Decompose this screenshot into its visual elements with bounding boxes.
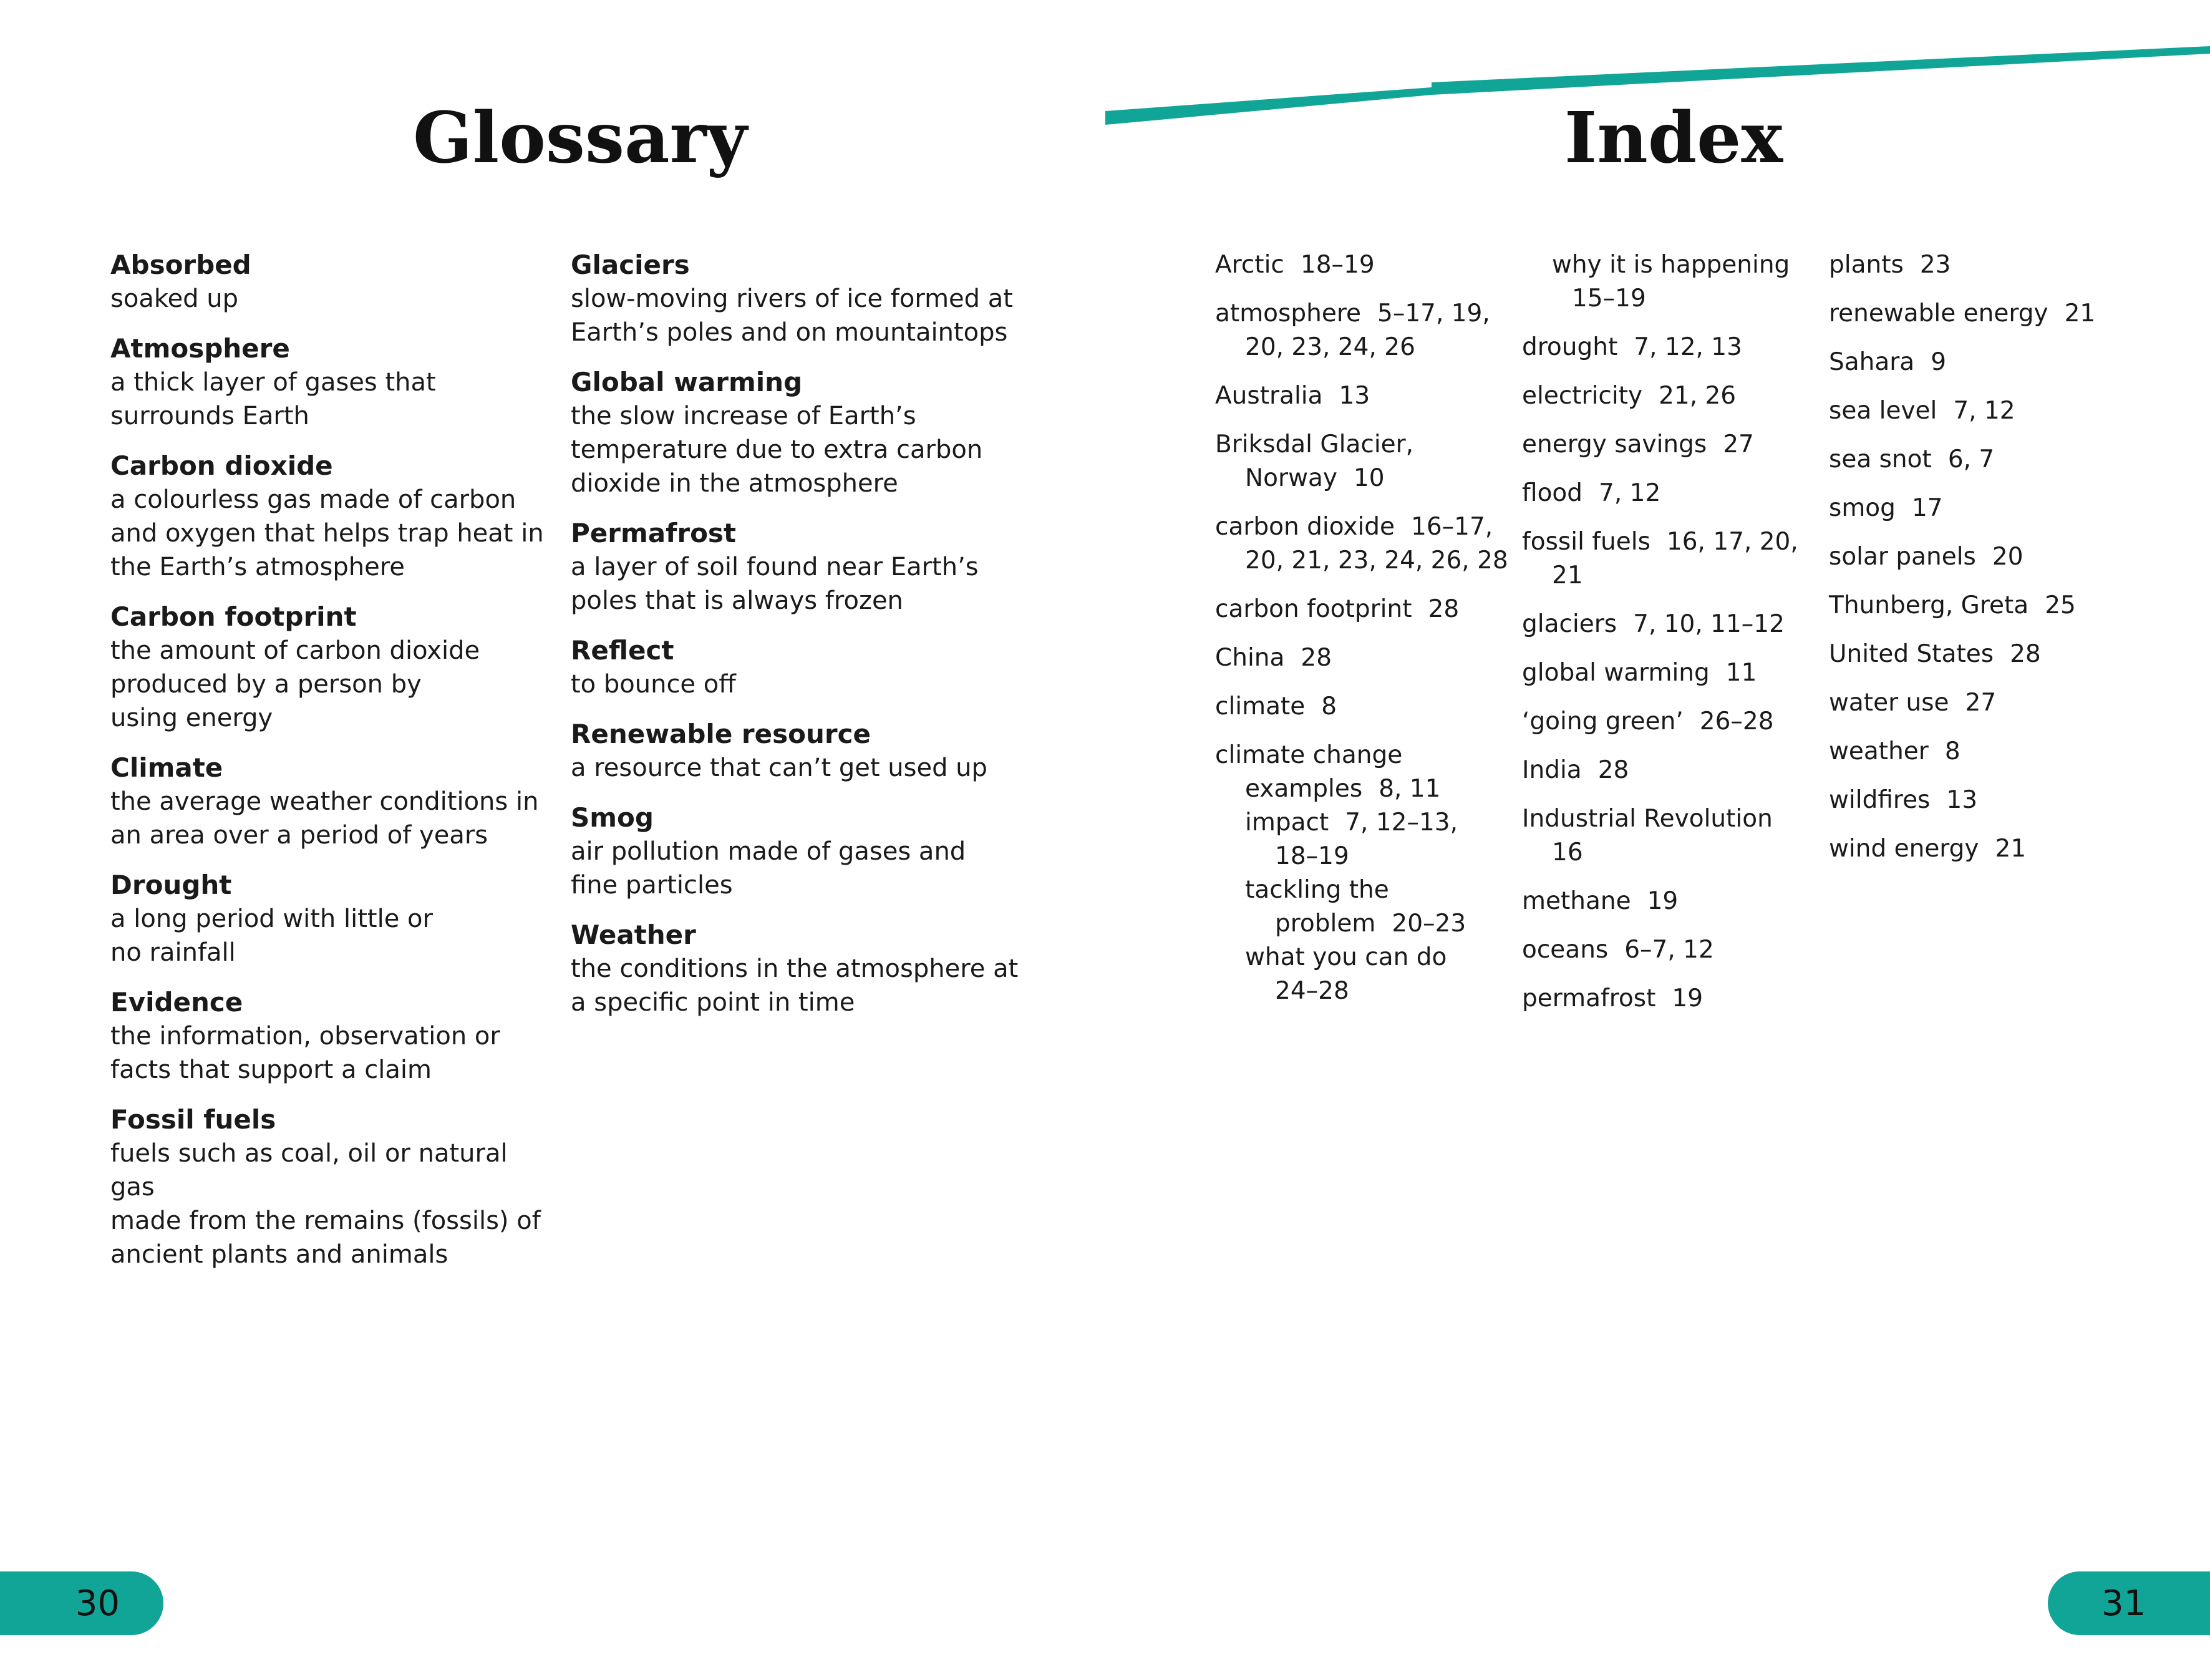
glossary-entry <box>110 1103 547 1271</box>
glossary-entry <box>571 366 1020 500</box>
glossary-column-1 <box>110 248 547 1288</box>
index-pages: 5–17, 19, 20, 23, 24, 26 <box>1245 299 1490 361</box>
glossary-term: Fossil fuels <box>110 1104 276 1135</box>
index-term: what you can do 24–28 <box>1245 943 1447 1005</box>
index-term: water use <box>1829 689 1949 717</box>
index-column-1 <box>1215 248 1508 1008</box>
glossary-definition: fuels such as coal, oil or natural gas made from the remains (fossils) of ancient plants and animals <box>110 1139 541 1269</box>
index-pages: 20 <box>1992 543 2023 571</box>
index-pages: 7, 12–13, 18–19 <box>1275 808 1458 870</box>
index-column-2 <box>1522 248 1815 1031</box>
index-entry <box>1215 593 1508 626</box>
index-term: climate change <box>1215 741 1403 769</box>
glossary-definition: the conditions in the atmosphere at a specific point in time <box>571 954 1019 1017</box>
index-pages: 20–23 <box>1392 910 1466 938</box>
index-entry <box>1829 784 2141 817</box>
header-stripe <box>0 0 2210 137</box>
index-entry <box>1829 346 2141 379</box>
index-pages: 8, 11 <box>1379 775 1441 803</box>
index-pages: 13 <box>1339 382 1370 410</box>
page-number-left <box>0 1571 163 1635</box>
index-term: climate <box>1215 692 1306 721</box>
index-pages: 7, 12 <box>1953 397 2015 425</box>
glossary-term: Permafrost <box>571 518 737 548</box>
glossary-entry <box>110 248 547 316</box>
index-entry <box>1215 248 1508 282</box>
index-entry <box>1829 686 2141 720</box>
index-entry <box>1829 589 2141 623</box>
index-entry <box>1522 428 1815 462</box>
glossary-definition: a long period with little or no rainfall <box>110 905 433 967</box>
index-term: Arctic <box>1215 251 1284 279</box>
index-subentry <box>1522 248 1815 316</box>
index-pages: 16–17, 20, 21, 23, 24, 26, 28 <box>1245 513 1508 575</box>
glossary-definition: a layer of soil found near Earth’s poles that is always frozen <box>571 553 979 615</box>
index-entry <box>1215 739 1508 772</box>
index-pages: 27 <box>1965 689 1997 717</box>
glossary-entry <box>571 801 1020 902</box>
page-number-text: 31 <box>2101 1583 2146 1624</box>
index-term: examples <box>1245 775 1363 803</box>
index-term: carbon dioxide <box>1215 513 1395 541</box>
index-term: drought <box>1522 333 1618 361</box>
index-pages: 7, 12, 13 <box>1634 333 1742 361</box>
index-pages: 18–19 <box>1300 251 1375 279</box>
index-term: Thunberg, Greta <box>1829 591 2029 619</box>
index-pages: 13 <box>1946 786 1978 814</box>
glossary-entry <box>110 986 547 1087</box>
glossary-column-2 <box>571 248 1020 1036</box>
index-entry <box>1829 832 2141 866</box>
index-term: United States <box>1829 640 1994 668</box>
glossary-entry <box>110 868 547 969</box>
index-term: solar panels <box>1829 543 1976 571</box>
glossary-definition: a thick layer of gases that surrounds Earth <box>110 368 436 430</box>
index-pages: 6, 7 <box>1947 445 1995 473</box>
index-entry <box>1522 477 1815 510</box>
index-pages: 26–28 <box>1699 707 1774 736</box>
index-entry <box>1522 754 1815 787</box>
index-term: plants <box>1829 251 1904 279</box>
index-term: Sahara <box>1829 348 1915 376</box>
index-entry <box>1215 428 1508 495</box>
index-entry <box>1829 492 2141 525</box>
index-term: impact <box>1245 808 1329 837</box>
glossary-term: Drought <box>110 870 232 900</box>
index-term: Industrial Revolution 16 <box>1522 805 1773 867</box>
index-term: smog <box>1829 494 1896 522</box>
index-pages: 21 <box>1995 835 2027 863</box>
glossary-term: Renewable resource <box>571 719 871 749</box>
glossary-definition: a colourless gas made of carbon and oxygen that helps trap heat in the Earth’s atmosphere <box>110 485 544 581</box>
index-entry <box>1522 705 1815 739</box>
index-entry <box>1522 802 1815 870</box>
index-term: oceans <box>1522 936 1609 964</box>
index-entry <box>1522 525 1815 593</box>
index-subentry <box>1215 941 1508 1008</box>
index-pages: 19 <box>1672 984 1704 1012</box>
glossary-term: Weather <box>571 920 696 950</box>
index-pages: 17 <box>1911 494 1943 522</box>
index-pages: 21, 26 <box>1659 382 1737 410</box>
glossary-entry <box>571 248 1020 349</box>
index-pages: 27 <box>1723 430 1754 459</box>
glossary-term: Climate <box>110 752 223 783</box>
index-entry <box>1829 638 2141 671</box>
index-entry <box>1522 885 1815 918</box>
index-entry <box>1829 735 2141 769</box>
glossary-entry <box>571 918 1020 1019</box>
index-subentry <box>1215 806 1508 873</box>
index-pages: 8 <box>1944 737 1960 765</box>
index-pages: 6–7, 12 <box>1624 936 1714 964</box>
glossary-entry <box>571 717 1020 785</box>
index-pages: 19 <box>1647 887 1679 915</box>
index-entry <box>1215 379 1508 413</box>
glossary-term: Glaciers <box>571 250 690 280</box>
index-term: why it is happening 15–19 <box>1552 251 1790 313</box>
index-column-3 <box>1829 248 2141 881</box>
index-entry <box>1215 510 1508 578</box>
glossary-term: Evidence <box>110 987 243 1017</box>
index-pages: 7, 10, 11–12 <box>1633 610 1785 638</box>
index-pages: 8 <box>1321 692 1337 721</box>
glossary-definition: to bounce off <box>571 670 736 699</box>
index-term: wildfires <box>1829 786 1931 814</box>
glossary-term: Carbon dioxide <box>110 450 333 481</box>
glossary-term: Carbon footprint <box>110 601 357 632</box>
index-term: electricity <box>1522 382 1643 410</box>
index-term: energy savings <box>1522 430 1707 459</box>
glossary-term: Absorbed <box>110 250 251 280</box>
glossary-entry <box>110 751 547 852</box>
index-subentry <box>1215 772 1508 806</box>
index-term: global warming <box>1522 659 1710 687</box>
index-entry <box>1215 641 1508 675</box>
glossary-term: Global warming <box>571 367 803 397</box>
index-term: India <box>1522 756 1582 784</box>
index-subentry <box>1215 873 1508 941</box>
index-pages: 25 <box>2045 591 2076 619</box>
index-term: China <box>1215 644 1285 672</box>
index-title: Index <box>1564 97 1783 179</box>
index-pages: 21 <box>2064 299 2096 328</box>
glossary-definition: soaked up <box>110 284 239 313</box>
index-entry <box>1522 982 1815 1016</box>
glossary-term: Reflect <box>571 635 674 666</box>
index-entry <box>1522 331 1815 364</box>
glossary-definition: the slow increase of Earth’s temperature due to extra carbon dioxide in the atmosphere <box>571 402 983 498</box>
glossary-term: Smog <box>571 802 654 833</box>
index-pages: 28 <box>1428 595 1460 623</box>
index-pages: 7, 12 <box>1599 479 1661 507</box>
index-pages: 9 <box>1931 348 1947 376</box>
index-term: Briksdal Glacier, Norway <box>1215 430 1414 492</box>
glossary-definition: air pollution made of gases and fine particles <box>571 837 966 900</box>
index-entry <box>1215 690 1508 724</box>
glossary-entry <box>110 600 547 735</box>
index-term: flood <box>1522 479 1583 507</box>
index-term: permafrost <box>1522 984 1656 1012</box>
glossary-definition: the average weather conditions in an area over a period of years <box>110 787 539 850</box>
index-term: renewable energy <box>1829 299 2048 328</box>
index-term: weather <box>1829 737 1929 765</box>
glossary-entry <box>110 332 547 433</box>
index-term: atmosphere <box>1215 299 1361 328</box>
index-entry <box>1522 656 1815 690</box>
index-pages: 16, 17, 20, 21 <box>1552 528 1798 590</box>
index-pages: 28 <box>1301 644 1332 672</box>
index-entry <box>1829 248 2141 282</box>
glossary-definition: the information, observation or facts that support a claim <box>110 1022 500 1084</box>
index-term: tackling the problem <box>1245 876 1389 938</box>
index-term: carbon footprint <box>1215 595 1412 623</box>
index-pages: 10 <box>1353 464 1385 492</box>
index-pages: 11 <box>1725 659 1757 687</box>
glossary-entry <box>571 634 1020 701</box>
index-entry <box>1522 933 1815 967</box>
index-term: sea level <box>1829 397 1937 425</box>
page-number-text: 30 <box>75 1583 120 1624</box>
index-entry <box>1829 394 2141 428</box>
index-entry <box>1522 608 1815 641</box>
glossary-definition: a resource that can’t get used up <box>571 754 987 782</box>
index-term: Australia <box>1215 382 1323 410</box>
glossary-entry <box>571 517 1020 618</box>
glossary-definition: slow-moving rivers of ice formed at Earth’s poles and on mountaintops <box>571 284 1013 347</box>
glossary-entry <box>110 449 547 584</box>
page-number-right <box>2048 1571 2210 1635</box>
glossary-title: Glossary <box>413 97 747 179</box>
index-term: methane <box>1522 887 1631 915</box>
index-term: glaciers <box>1522 610 1617 638</box>
index-term: ‘going green’ <box>1522 707 1684 736</box>
index-entry <box>1829 297 2141 331</box>
index-pages: 28 <box>1597 756 1629 784</box>
index-pages: 28 <box>2010 640 2041 668</box>
glossary-definition: the amount of carbon dioxide produced by a person by using energy <box>110 636 480 732</box>
index-entry <box>1522 379 1815 413</box>
index-entry <box>1829 540 2141 574</box>
index-entry <box>1829 443 2141 477</box>
index-entry <box>1215 297 1508 364</box>
index-term: fossil fuels <box>1522 528 1650 556</box>
index-term: wind energy <box>1829 835 1979 863</box>
index-pages: 23 <box>1919 251 1951 279</box>
glossary-term: Atmosphere <box>110 333 290 364</box>
index-term: sea snot <box>1829 445 1932 473</box>
